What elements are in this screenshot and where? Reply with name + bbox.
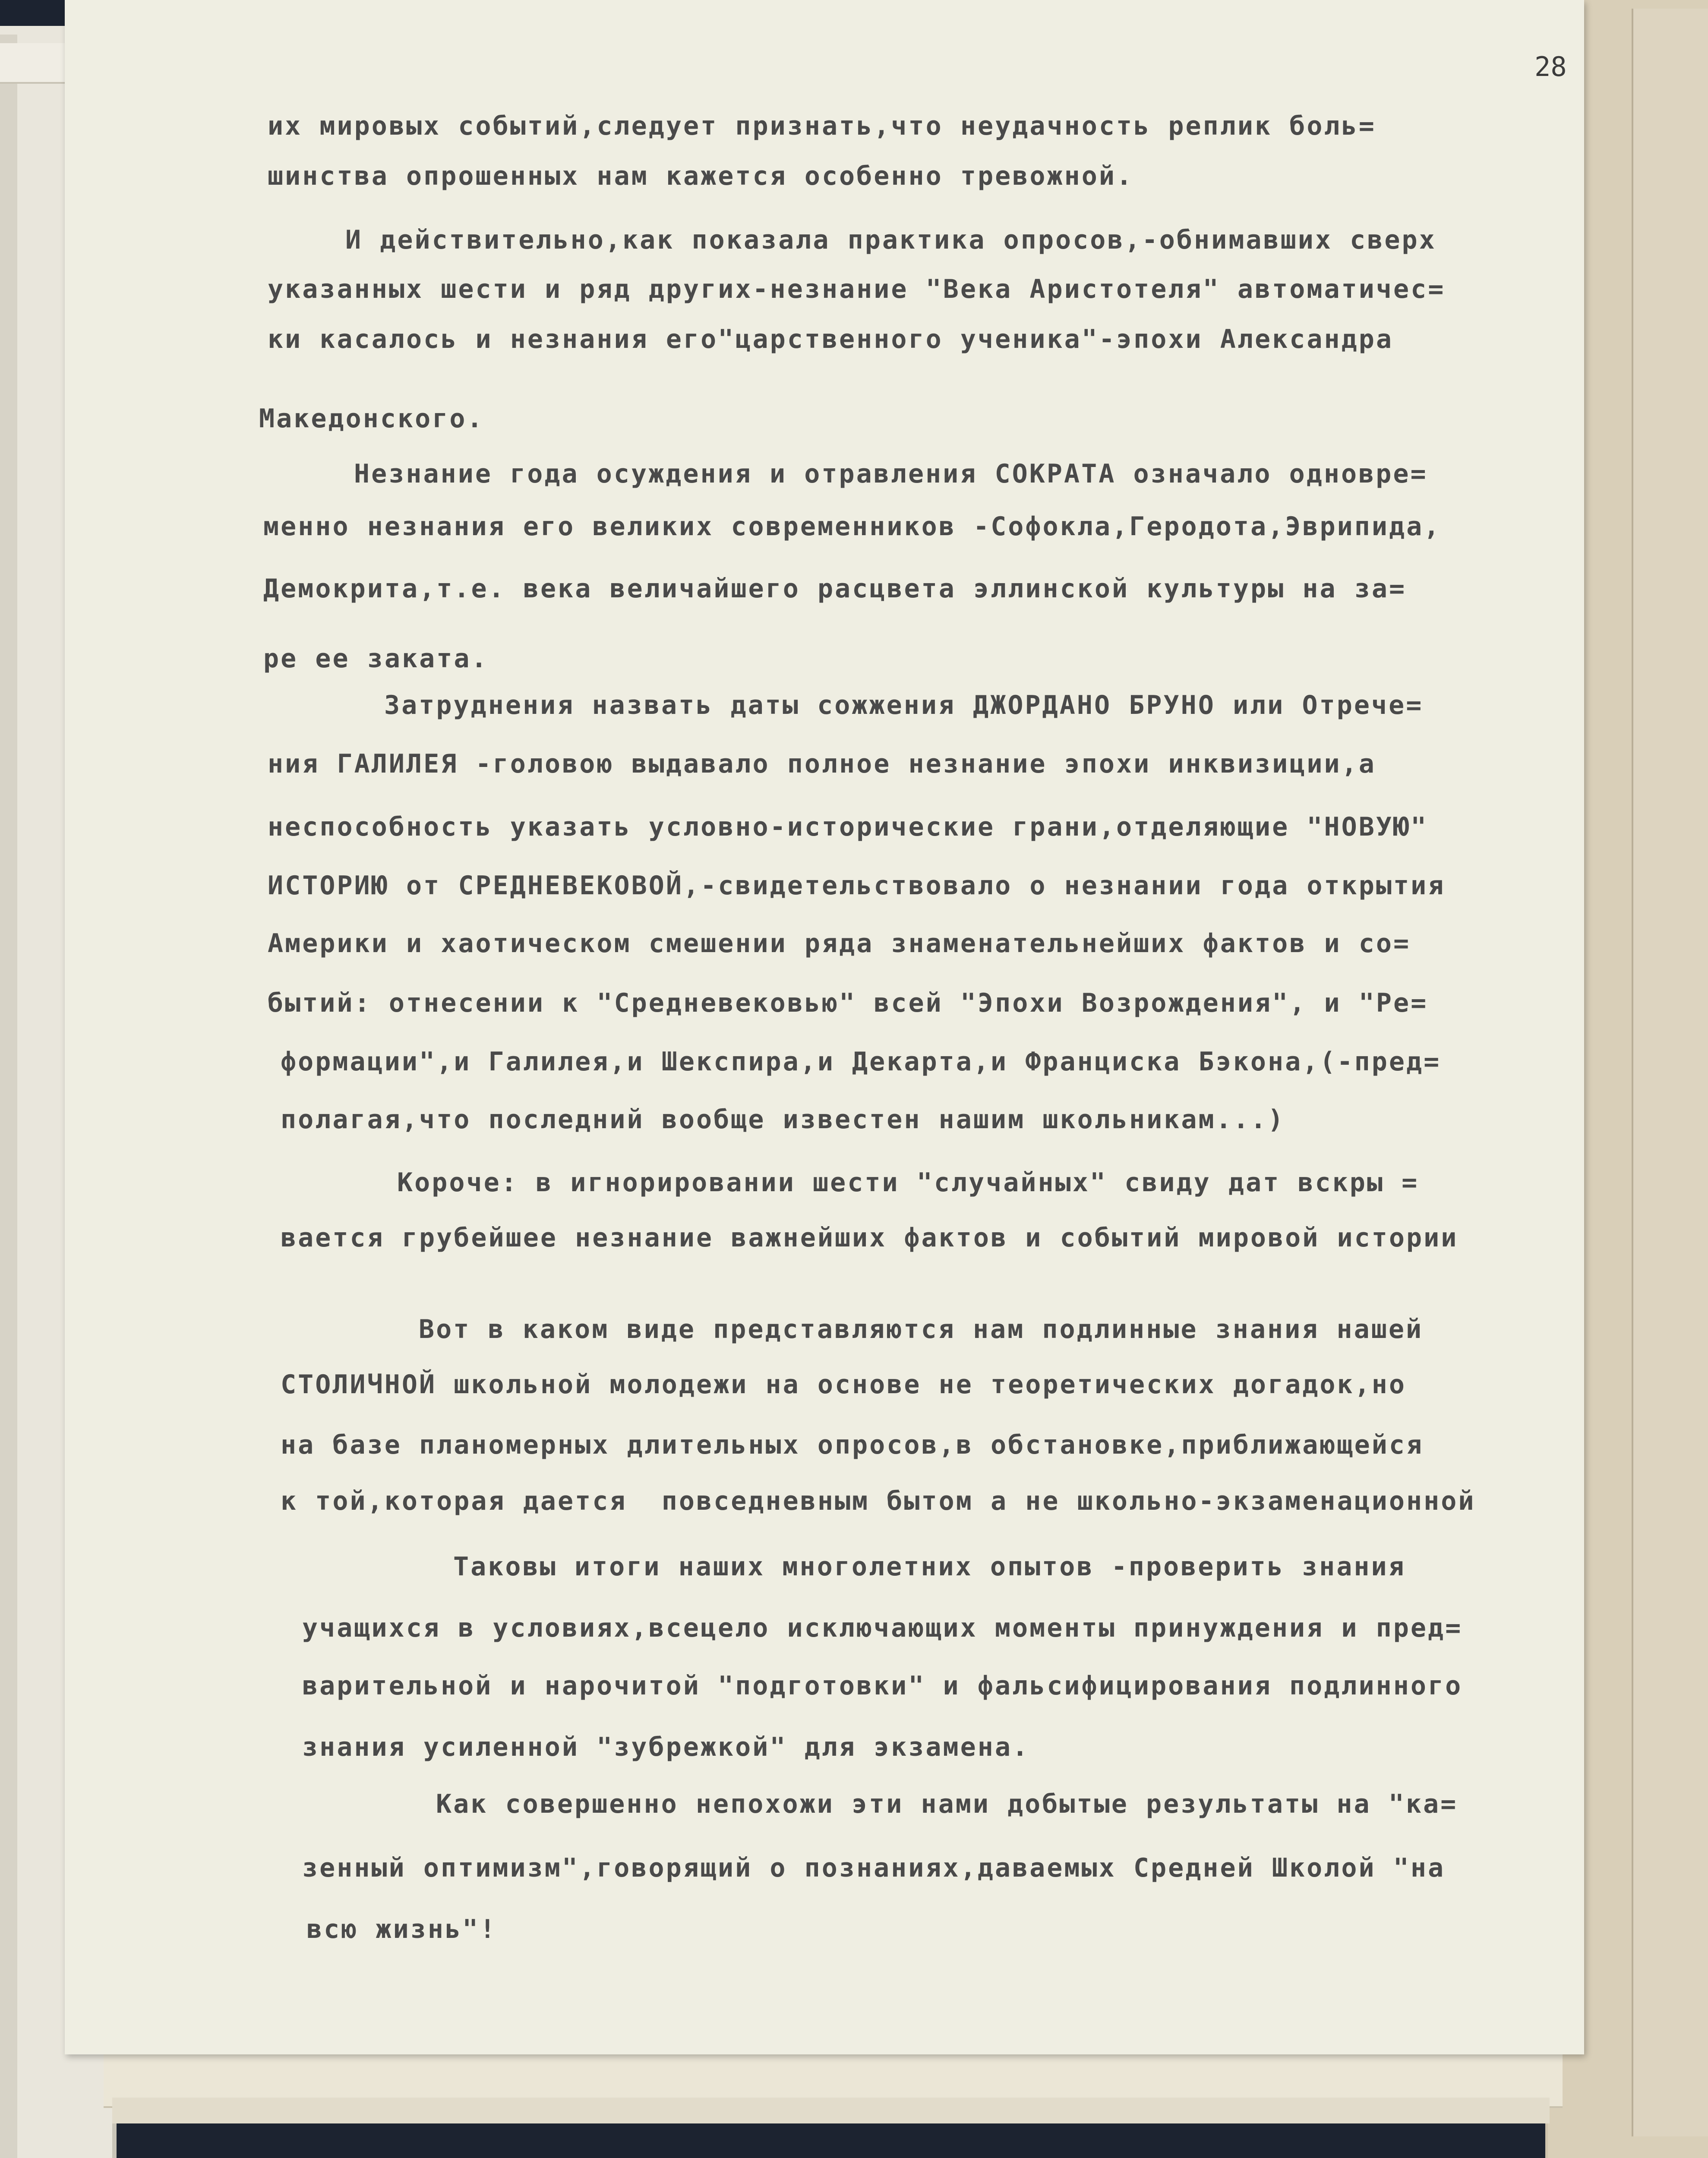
left-page-tab xyxy=(0,43,65,84)
underlying-sheet-lower xyxy=(112,2098,1550,2123)
text-line: учащихся в условиях,всецело исключающих моменты принуждения и пред= xyxy=(302,1613,1463,1643)
text-line: ния ГАЛИЛЕЯ -головою выдавало полное незнание эпохи инквизиции,а xyxy=(268,749,1376,779)
text-line: менно незнания его великих современников -Софокла,Геродота,Эврипида, xyxy=(263,511,1441,542)
text-line: шинства опрошенных нам кажется особенно тревожной. xyxy=(268,161,1134,191)
text-line: Америки и хаотическом смешении ряда знаменательнейших фактов и со= xyxy=(268,928,1411,959)
text-line: Демокрита,т.е. века величайшего расцвета эллинской культуры на за= xyxy=(263,574,1407,604)
text-line: Македонского. xyxy=(259,404,484,434)
text-line: ки касалось и незнания его"царственного ученика"-эпохи Александра xyxy=(268,324,1393,354)
text-line: на базе планомерных длительных опросов,в обстановке,приближающейся xyxy=(281,1430,1424,1460)
text-line: Затруднения назвать даты сожжения ДЖОРДАНО БРУНО или Отрече= xyxy=(384,690,1424,720)
text-line: СТОЛИЧНОЙ школьной молодежи на основе не теоретических догадок,но xyxy=(281,1369,1406,1400)
text-line: неспособность указать условно-исторические грани,отделяющие "НОВУЮ" xyxy=(268,812,1428,842)
text-line: Короче: в игнорировании шести "случайных" свиду дат вскры = xyxy=(397,1167,1419,1198)
text-line: всю жизнь"! xyxy=(306,1914,497,1944)
folder-inner-sheet xyxy=(1632,9,1708,2136)
text-line: знания усиленной "зубрежкой" для экзамена. xyxy=(302,1732,1030,1762)
text-line: варительной и нарочитой "подготовки" и фальсифицирования подлинного xyxy=(302,1671,1463,1701)
text-line: ре ее заката. xyxy=(263,644,489,674)
text-line: полагая,что последний вообще известен нашим школьникам...) xyxy=(281,1104,1285,1135)
left-page-edge xyxy=(0,35,17,2158)
text-line: вается грубейшее незнание важнейших фактов и событий мировой истории xyxy=(281,1223,1459,1253)
text-line: Вот в каком виде представляются нам подлинные знания нашей xyxy=(419,1314,1424,1344)
page-number: 28 xyxy=(1534,51,1567,82)
text-line: указанных шести и ряд других-незнание "Века Аристотеля" автоматичес= xyxy=(268,274,1446,304)
typewritten-page xyxy=(65,0,1584,2054)
text-line: к той,которая дается повседневным бытом а не школьно-экзаменационной xyxy=(281,1486,1476,1516)
text-line: Таковы итоги наших многолетних опытов -проверить знания xyxy=(453,1552,1406,1582)
text-line: И действительно,как показала практика опросов,-обнимавших сверх xyxy=(345,225,1436,255)
text-line: Незнание года осуждения и отравления СОКРАТА означало одновре= xyxy=(354,459,1428,489)
text-line: ИСТОРИЮ от СРЕДНЕВЕКОВОЙ,-свидетельствовало о незнании года открытия xyxy=(268,871,1446,901)
text-line: Как совершенно непохожи эти нами добытые результаты на "ка= xyxy=(436,1789,1458,1819)
text-line: бытий: отнесении к "Средневековью" всей "Эпохи Возрождения", и "Ре= xyxy=(268,988,1428,1018)
text-line: зенный оптимизм",говорящий о познаниях,даваемых Средней Школой "на xyxy=(302,1853,1446,1883)
text-line: формации",и Галилея,и Шекспира,и Декарта,и Франциска Бэкона,(-пред= xyxy=(281,1047,1441,1077)
page-text xyxy=(65,0,1584,2054)
text-line: их мировых событий,следует признать,что неудачность реплик боль= xyxy=(268,111,1376,141)
